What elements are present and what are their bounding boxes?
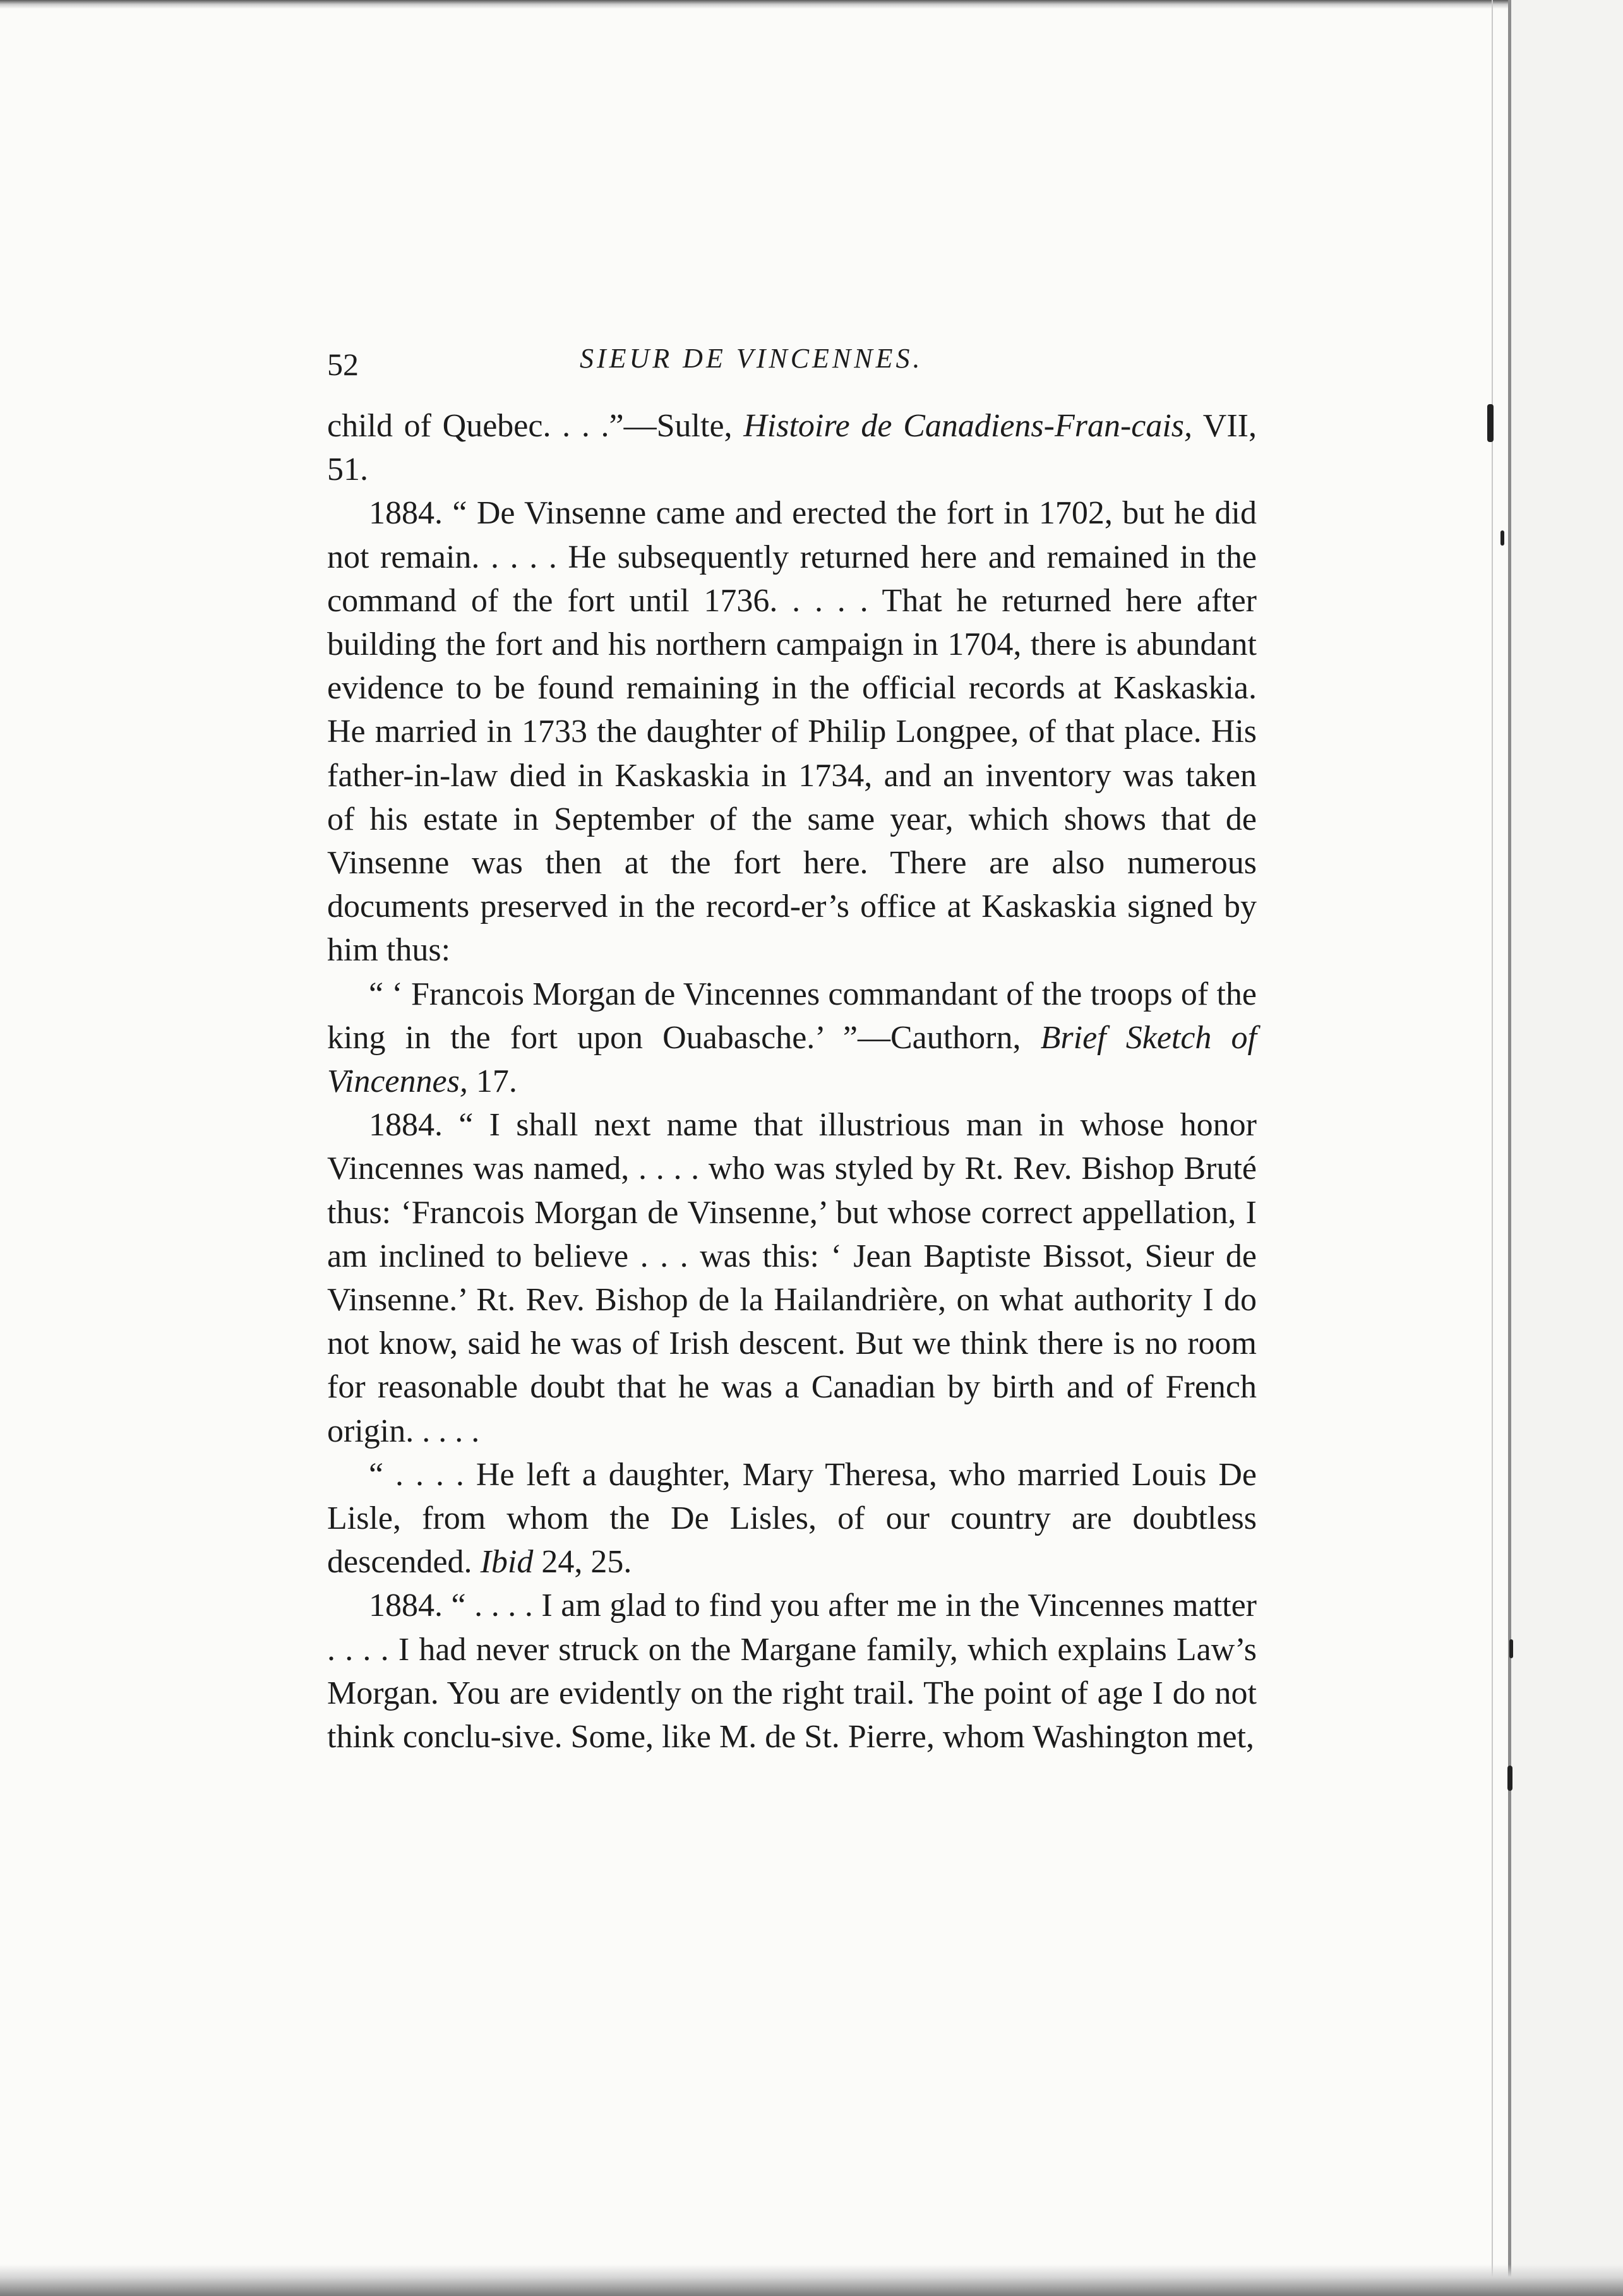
scan-bottom-edge [0, 2264, 1623, 2296]
text-run: 1884. “ I shall next name that illustrious man in whose honor Vincennes was named, . . . . who was styled by Rt. Rev. Bishop Bruté thus: ‘Francois Morgan de Vinsenne,’ but whose correct appellation, I am inclined to believe . . . was this: ‘ Jean Baptiste Bissot, Sieur de Vinsenne.’ Rt. Rev. Bishop de la Hailandrière, on what authority I do not know, said he was of Irish descent. But we think there is no room for reasonable doubt that he was a Canadian by birth and of French origin. . . . . [327, 1107, 1257, 1449]
paragraph [327, 404, 1257, 491]
citation-title: Brief Sketch of Vincennes, [327, 1019, 1257, 1100]
paragraph [327, 491, 1257, 972]
text-run: 17. [467, 1063, 517, 1100]
scan-page-fold-line [1492, 0, 1493, 2296]
scan-top-edge [0, 0, 1623, 9]
binding-mark [1509, 1639, 1513, 1658]
scan-right-margin [1509, 0, 1623, 2296]
body-text [327, 404, 1257, 1759]
paragraph [327, 1103, 1257, 1453]
text-run: VII, 51. [327, 408, 1257, 488]
text-run: 24, 25. [533, 1544, 632, 1581]
paragraph [327, 1453, 1257, 1584]
page-number: 52 [327, 347, 359, 382]
binding-mark [1507, 1766, 1512, 1791]
text-run: “ . . . . He left a daughter, Mary Theresa, who married Louis De Lisle, from whom the De Lisles, of our country are doubtless descended. [327, 1456, 1257, 1581]
running-head: SIEUR DE VINCENNES. [580, 343, 923, 374]
text-run: 1884. “ De Vinsenne came and erected the fort in 1702, but he did not remain. . . . . He subsequently returned here and remained in the command of the fort until 1736. . . . . That he returned here after building the fort and his northern campaign in 1704, there is abundant evidence to be found remaining in the official records at Kaskaskia. He married in 1733 the daughter of Philip Longpee, of that place. His father-in-law died in Kaskaskia in 1734, and an inventory was taken of his estate in September of the same year, which shows that de Vinsenne was then at the fort here. There are also numerous documents preserved in the record-er’s office at Kaskaskia signed by him thus: [327, 495, 1257, 969]
citation-title: Histoire de Canadiens-Fran-cais, [743, 408, 1193, 444]
text-run: “ ‘ Francois Morgan de Vincennes commandant of the troops of the king in the fort upon Ouabasche.’ ”—Cauthorn, [327, 976, 1257, 1056]
citation-title: Ibid [480, 1544, 534, 1581]
binding-mark [1500, 530, 1504, 546]
paragraph [327, 972, 1257, 1104]
text-run: child of Quebec. . . .”—Sulte, [327, 408, 744, 444]
text-run: 1884. “ . . . . I am glad to find you after me in the Vincennes matter . . . . I had never struck on the Margane family, which explains Law’s Morgan. You are evidently on the right trail. The point of age I do not think conclu-sive. Some, like M. de St. Pierre, whom Washington met, [327, 1587, 1257, 1755]
scan-page-edge [1508, 0, 1511, 2296]
binding-mark [1487, 404, 1494, 442]
paragraph [327, 1584, 1257, 1759]
